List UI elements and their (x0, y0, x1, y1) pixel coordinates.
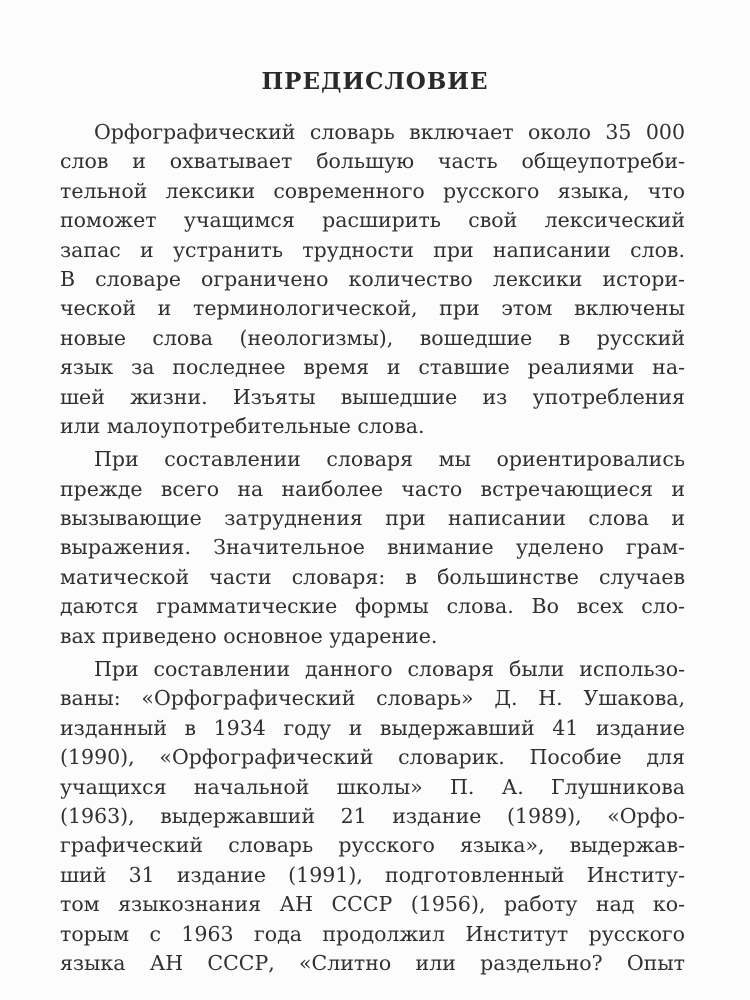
text-line: вызывающие затруднения при написании слова и (60, 506, 685, 531)
paragraph-2 (60, 445, 685, 651)
text-line: изданный в 1934 году и выдержавший 41 издание (60, 715, 685, 740)
text-line: учащихся начальной школы» П. А. Глушникова (60, 774, 685, 799)
text-line: новые слова (неологизмы), вошедшие в русский (60, 325, 685, 350)
text-line: языка АН СССР, «Слитно или раздельно? Опыт (60, 950, 685, 975)
text-line: вах приведено основное ударение. (60, 623, 438, 648)
text-line: ваны: «Орфографический словарь» Д. Н. Ушакова, (60, 686, 685, 711)
text-line: даются грамматические формы слова. Во всех сло- (60, 594, 685, 619)
text-line: В словаре ограничено количество лексики истори- (60, 266, 685, 291)
page-body (60, 118, 685, 978)
text-line: выражения. Значительное внимание уделено грам- (60, 535, 685, 560)
text-line: запас и устранить трудности при написании слов. (60, 237, 685, 262)
text-line: При составлении данного словаря были использо- (94, 657, 685, 682)
paragraph-3 (60, 655, 685, 978)
text-line: (1990), «Орфографический словарик. Пособие для (60, 745, 685, 770)
text-line: ческой и терминологической, при этом включены (60, 296, 685, 321)
text-line: графический словарь русского языка», выдержав- (60, 833, 685, 858)
paragraph-1 (60, 118, 685, 441)
text-line: поможет учащимся расширить свой лексический (60, 208, 685, 233)
text-line: ший 31 издание (1991), подготовленный Институ- (60, 862, 685, 887)
text-line: язык за последнее время и ставшие реалиями на- (60, 355, 685, 380)
text-line: торым с 1963 года продолжил Институт русского (60, 921, 685, 946)
text-line: матической части словаря: в большинстве случаев (60, 564, 685, 589)
text-line: Орфографический словарь включает около 35 000 (94, 120, 685, 144)
page-title: ПРЕДИСЛОВИЕ (261, 68, 489, 95)
text-line: прежде всего на наиболее часто встречающиеся и (60, 476, 685, 501)
text-line: шей жизни. Изъяты вышедшие из употребления (60, 384, 685, 409)
text-line: слов и охватывает большую часть общеупотреби- (60, 149, 685, 174)
text-line: (1963), выдержавший 21 издание (1989), «Орфо- (60, 803, 685, 828)
text-line: том языкознания АН СССР (1956), работу над ко- (60, 892, 685, 917)
text-line: При составлении словаря мы ориентировались (94, 447, 685, 472)
text-line: или малоупотребительные слова. (60, 413, 425, 438)
text-line: тельной лексики современного русского языка, что (60, 178, 685, 203)
